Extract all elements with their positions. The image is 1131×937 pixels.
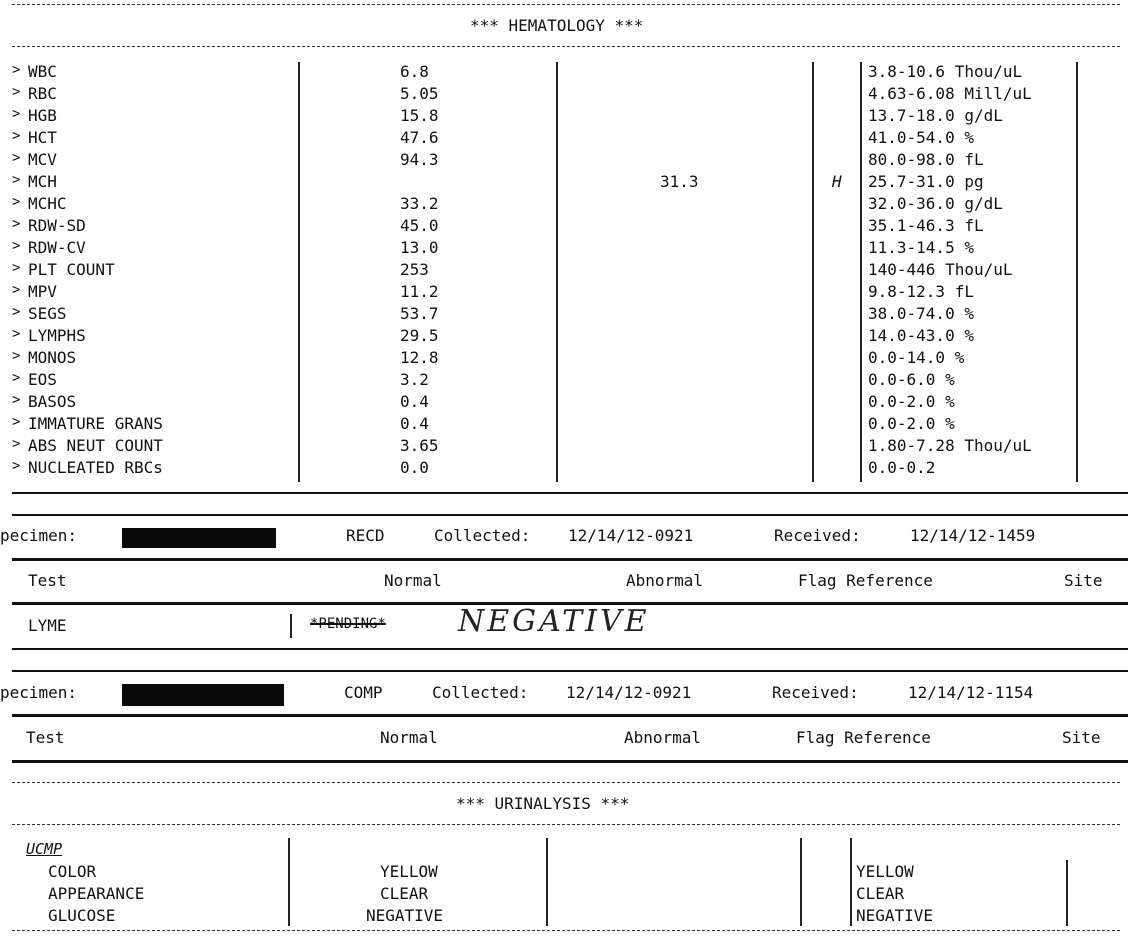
table-row: > IMMATURE GRANS 0.4 0.0-2.0 % [12,414,955,433]
normal-value: 6.8 [400,62,429,81]
section-divider [12,558,1128,561]
lyme-test-name: LYME [28,616,67,635]
table-row: > LYMPHS 29.5 14.0-43.0 % [12,326,974,345]
urinalysis-top-divider [12,782,1120,783]
normal-value: 253 [400,260,429,279]
urinalysis-title-divider [12,824,1120,825]
reference-range: 9.8-12.3 fL [868,282,974,301]
table-row: > RDW-SD 45.0 35.1-46.3 fL [12,216,984,235]
normal-value: 15.8 [400,106,439,125]
ua-normal-value: YELLOW [380,862,438,881]
normal-value: 47.6 [400,128,439,147]
redaction-box [122,684,284,706]
redaction-box [122,528,276,548]
bottom-dashed-divider [12,930,1120,931]
ua-test-name: APPEARANCE [48,884,145,903]
reference-range: 32.0-36.0 g/dL [868,194,1003,213]
specimen-type: RECD [346,526,385,545]
header-abnormal: Abnormal [626,571,704,590]
test-name: WBC [28,62,57,81]
normal-value: 0.0 [400,458,429,477]
test-name: SEGS [28,304,67,323]
column-divider [290,614,292,638]
reference-range: 4.63-6.08 Mill/uL [868,84,1032,103]
reference-range: 0.0-6.0 % [868,370,955,389]
urinalysis-group-label: UCMP [26,840,63,858]
header-abnormal: Abnormal [624,728,702,747]
test-name: LYMPHS [28,326,86,345]
test-name: MCH [28,172,57,191]
table-row: > ABS NEUT COUNT 3.65 1.80-7.28 Thou/uL [12,436,1032,455]
ua-test-name: COLOR [48,862,97,881]
test-name: HCT [28,128,57,147]
normal-value: 5.05 [400,84,439,103]
reference-range: 13.7-18.0 g/dL [868,106,1003,125]
collected-date: 12/14/12-0921 [566,683,692,702]
pending-strikethrough: *PENDING* [310,616,386,632]
test-name: HGB [28,106,57,125]
section-divider [12,714,1128,717]
urinalysis-title: *** URINALYSIS *** [456,794,630,813]
table-row: > RBC 5.05 4.63-6.08 Mill/uL [12,84,1032,103]
ua-reference: CLEAR [856,884,905,903]
test-name: EOS [28,370,57,389]
top-dashed-divider [12,4,1120,5]
normal-value: 11.2 [400,282,439,301]
reference-range: 0.0-14.0 % [868,348,965,367]
section-divider [12,760,1128,763]
reference-range: 41.0-54.0 % [868,128,974,147]
table-row: > EOS 3.2 0.0-6.0 % [12,370,955,389]
received-label: Received: [772,683,859,702]
header-normal: Normal [380,728,438,747]
collected-label: Collected: [434,526,531,545]
received-date: 12/14/12-1459 [910,526,1036,545]
normal-value: 94.3 [400,150,439,169]
reference-range: 0.0-2.0 % [868,392,955,411]
normal-value: 3.2 [400,370,429,389]
header-test: Test [28,571,67,590]
normal-value: 12.8 [400,348,439,367]
test-name: PLT COUNT [28,260,115,279]
table-row: > PLT COUNT 253 140-446 Thou/uL [12,260,1013,279]
header-site: Site [1064,571,1103,590]
table-row: > MCHC 33.2 32.0-36.0 g/dL [12,194,1003,213]
ua-normal-value: CLEAR [380,884,429,903]
normal-value: 13.0 [400,238,439,257]
reference-range: 38.0-74.0 % [868,304,974,323]
header-flag-reference: Flag Reference [796,728,931,747]
section-divider [12,514,1128,516]
section-divider [12,670,1128,672]
table-row: > MCV 94.3 80.0-98.0 fL [12,150,984,169]
section-divider [12,648,1128,650]
test-name: MCHC [28,194,67,213]
column-divider [288,838,290,926]
normal-value: 29.5 [400,326,439,345]
header-site: Site [1062,728,1101,747]
column-divider [1066,860,1068,926]
header-test: Test [26,728,65,747]
column-divider [800,838,802,926]
table-row: > RDW-CV 13.0 11.3-14.5 % [12,238,974,257]
collected-label: Collected: [432,683,529,702]
hematology-title: *** HEMATOLOGY *** [470,16,644,35]
reference-range: 0.0-2.0 % [868,414,955,433]
column-divider [546,838,548,926]
normal-value: 53.7 [400,304,439,323]
test-name: IMMATURE GRANS [28,414,163,433]
test-name: ABS NEUT COUNT [28,436,163,455]
reference-range: 0.0-0.2 [868,458,936,477]
reference-range: 11.3-14.5 % [868,238,974,257]
table-row: > SEGS 53.7 38.0-74.0 % [12,304,974,323]
table-row: > MPV 11.2 9.8-12.3 fL [12,282,974,301]
test-name: BASOS [28,392,77,411]
received-label: Received: [774,526,861,545]
table-row: > BASOS 0.4 0.0-2.0 % [12,392,955,411]
specimen-label: pecimen: [0,683,78,702]
header-flag-reference: Flag Reference [798,571,933,590]
specimen-type: COMP [344,683,383,702]
reference-range: 3.8-10.6 Thou/uL [868,62,1023,81]
reference-range: 14.0-43.0 % [868,326,974,345]
reference-range: 80.0-98.0 fL [868,150,984,169]
hematology-title-divider [12,46,1120,47]
test-name: MPV [28,282,57,301]
reference-range: 25.7-31.0 pg [868,172,984,191]
flag-value: H [832,172,842,191]
normal-value: 3.65 [400,436,439,455]
handwritten-result: NEGATIVE [458,604,650,639]
reference-range: 1.80-7.28 Thou/uL [868,436,1032,455]
section-divider [12,492,1128,494]
test-name: MCV [28,150,57,169]
table-row: > HCT 47.6 41.0-54.0 % [12,128,974,147]
normal-value: 0.4 [400,414,429,433]
table-row: > NUCLEATED RBCs 0.0 0.0-0.2 [12,458,936,477]
ua-reference: YELLOW [856,862,914,881]
table-row: > WBC 6.8 3.8-10.6 Thou/uL [12,62,1023,81]
normal-value: 0.4 [400,392,429,411]
test-name: RDW-SD [28,216,86,235]
table-row: > HGB 15.8 13.7-18.0 g/dL [12,106,1003,125]
normal-value: 45.0 [400,216,439,235]
reference-range: 140-446 Thou/uL [868,260,1013,279]
test-name: RBC [28,84,57,103]
ua-normal-value: NEGATIVE [366,906,444,925]
test-name: MONOS [28,348,77,367]
test-name: NUCLEATED RBCs [28,458,163,477]
normal-value: 33.2 [400,194,439,213]
received-date: 12/14/12-1154 [908,683,1034,702]
collected-date: 12/14/12-0921 [568,526,694,545]
test-name: RDW-CV [28,238,86,257]
table-row: > MCH 31.3 H 25.7-31.0 pg [12,172,984,191]
specimen-label: pecimen: [0,526,78,545]
ua-reference: NEGATIVE [856,906,934,925]
table-row: > MONOS 12.8 0.0-14.0 % [12,348,965,367]
header-normal: Normal [384,571,442,590]
column-divider [850,838,852,926]
abnormal-value: 31.3 [660,172,699,191]
reference-range: 35.1-46.3 fL [868,216,984,235]
ua-test-name: GLUCOSE [48,906,116,925]
